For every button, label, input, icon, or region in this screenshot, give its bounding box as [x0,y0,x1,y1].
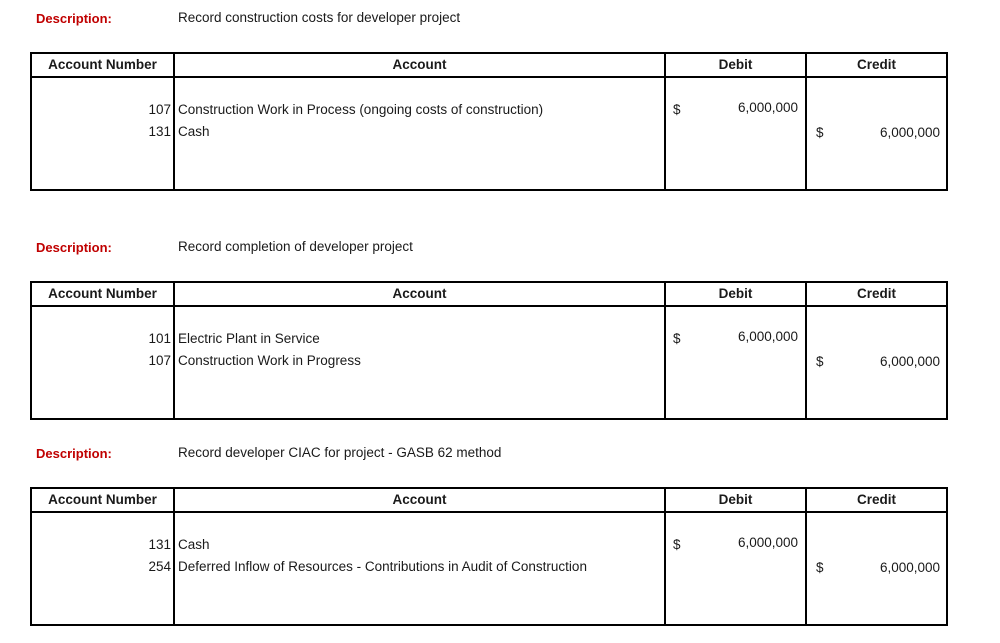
column-divider [173,283,175,418]
header-account-number: Account Number [48,57,157,72]
description-text: Record construction costs for developer project [178,10,461,25]
table-header-row [32,54,946,78]
column-divider [805,489,807,624]
header-debit: Debit [718,492,753,507]
description-text: Record developer CIAC for project - GASB 62 method [178,445,502,460]
journal-entry-table [30,281,948,420]
column-divider [664,283,666,418]
header-account: Account [392,286,447,301]
description-label: Description: [36,11,112,26]
column-divider [805,54,807,189]
debit-currency-symbol: $ [673,537,681,552]
header-credit: Credit [856,286,896,301]
credit-currency-symbol: $ [816,560,824,575]
debit-account-number: 107 [148,102,171,117]
header-debit: Debit [718,57,753,72]
debit-account-name: Electric Plant in Service [178,331,320,346]
credit-amount: 6,000,000 [879,125,940,140]
header-account: Account [392,57,447,72]
description-text: Record completion of developer project [178,239,413,254]
debit-amount: 6,000,000 [737,100,798,115]
credit-account-name: Deferred Inflow of Resources - Contributions in Audit of Construction [178,559,587,574]
journal-entry-table [30,52,948,191]
table-header-row [32,489,946,513]
credit-account-name: Cash [178,124,210,139]
credit-account-number: 107 [148,353,171,368]
debit-account-number: 131 [148,537,171,552]
column-divider [664,489,666,624]
column-divider [805,283,807,418]
debit-amount: 6,000,000 [737,329,798,344]
header-account-number: Account Number [48,286,157,301]
header-account: Account [392,492,447,507]
debit-currency-symbol: $ [673,102,681,117]
debit-account-name: Cash [178,537,210,552]
credit-amount: 6,000,000 [879,560,940,575]
journal-entry-table [30,487,948,626]
header-credit: Credit [856,492,896,507]
credit-account-name: Construction Work in Progress [178,353,361,368]
description-label: Description: [36,240,112,255]
header-credit: Credit [856,57,896,72]
description-label: Description: [36,446,112,461]
header-debit: Debit [718,286,753,301]
debit-currency-symbol: $ [673,331,681,346]
debit-amount: 6,000,000 [737,535,798,550]
credit-account-number: 131 [148,124,171,139]
credit-account-number: 254 [148,559,171,574]
column-divider [173,489,175,624]
debit-account-number: 101 [148,331,171,346]
credit-currency-symbol: $ [816,125,824,140]
debit-account-name: Construction Work in Process (ongoing costs of construction) [178,102,544,117]
credit-currency-symbol: $ [816,354,824,369]
column-divider [664,54,666,189]
credit-amount: 6,000,000 [879,354,940,369]
column-divider [173,54,175,189]
table-header-row [32,283,946,307]
header-account-number: Account Number [48,492,157,507]
